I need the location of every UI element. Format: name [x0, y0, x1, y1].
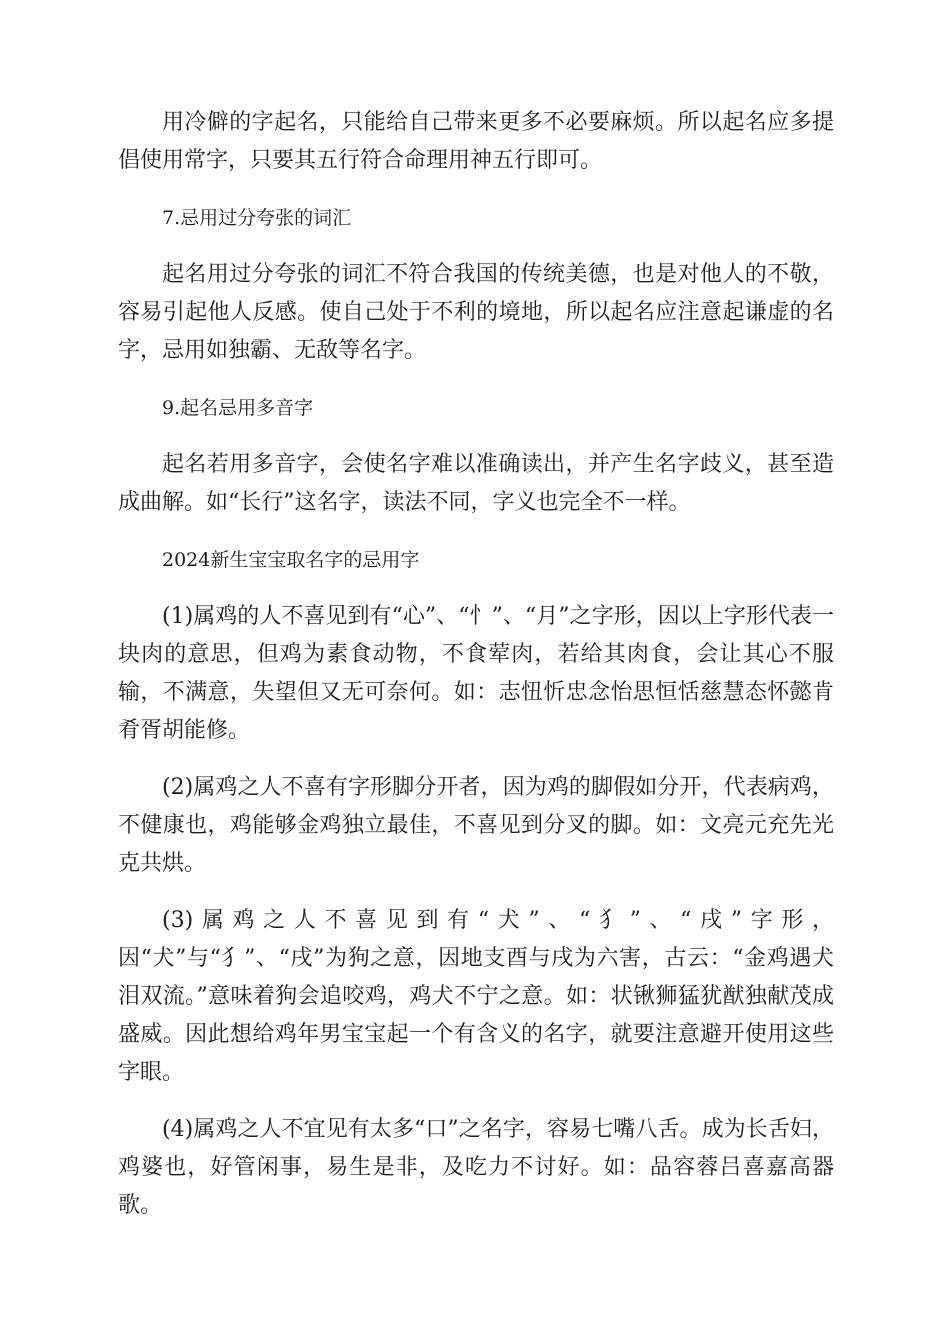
- document-page: [118, 104, 834, 1244]
- heading-taboo-characters: 2024新生宝宝取名字的忌用字: [162, 549, 420, 571]
- heading-avoid-exaggeration: 7.忌用过分夸张的词汇: [162, 207, 352, 229]
- paragraph-avoid-exaggeration: 起名用过分夸张的词汇不符合我国的传统美德，也是对他人的不敬，容易引起他人反感。使自己处于不利的境地，所以起名应注意起谦虚的名字，忌用如独霸、无敌等名字。: [118, 262, 834, 363]
- paragraph-taboo-1: (1)属鸡的人不喜见到有“心”、“忄”、“月”之字形，因以上字形代表一块肉的意思，但鸡为素食动物，不食荤肉，若给其肉食，会让其心不服输，不满意，失望但又无可奈何。如：志忸忻忠念怡思恒恬慈慧态怀懿肯肴胥胡能修。: [118, 604, 834, 743]
- paragraph-taboo-4: (4)属鸡之人不宜见有太多“口”之名字，容易七嘴八舌。成为长舌妇，鸡婆也，好管闲事，易生是非，及吃力不讨好。如：品容蓉吕喜嘉高器歌。: [118, 1117, 834, 1218]
- paragraph-rare-characters: 用冷僻的字起名，只能给自己带来更多不必要麻烦。所以起名应多提倡使用常字，只要其五行符合命理用神五行即可。: [118, 110, 834, 173]
- paragraph-taboo-2: (2)属鸡之人不喜有字形脚分开者，因为鸡的脚假如分开，代表病鸡，不健康也，鸡能够金鸡独立最佳，不喜见到分叉的脚。如：文亮元充先光克共烘。: [118, 775, 834, 876]
- paragraph-taboo-3: (3)属鸡之人不喜见到有“犬”、“犭”、“戌”字形，因“犬”与“犭”、“戌”为狗之意，因地支酉与戌为六害，古云：“金鸡遇犬泪双流。”意味着狗会追咬鸡，鸡犬不宁之意。如：状锹狮猛犹猷独献茂成盛威。因此想给鸡年男宝宝起一个有含义的名字，就要注意避开使用这些字眼。: [118, 908, 834, 1085]
- heading-avoid-polyphonic: 9.起名忌用多音字: [162, 397, 314, 419]
- paragraph-avoid-polyphonic: 起名若用多音字，会使名字难以准确读出，并产生名字歧义，甚至造成曲解。如“长行”这名字，读法不同，字义也完全不一样。: [118, 452, 834, 515]
